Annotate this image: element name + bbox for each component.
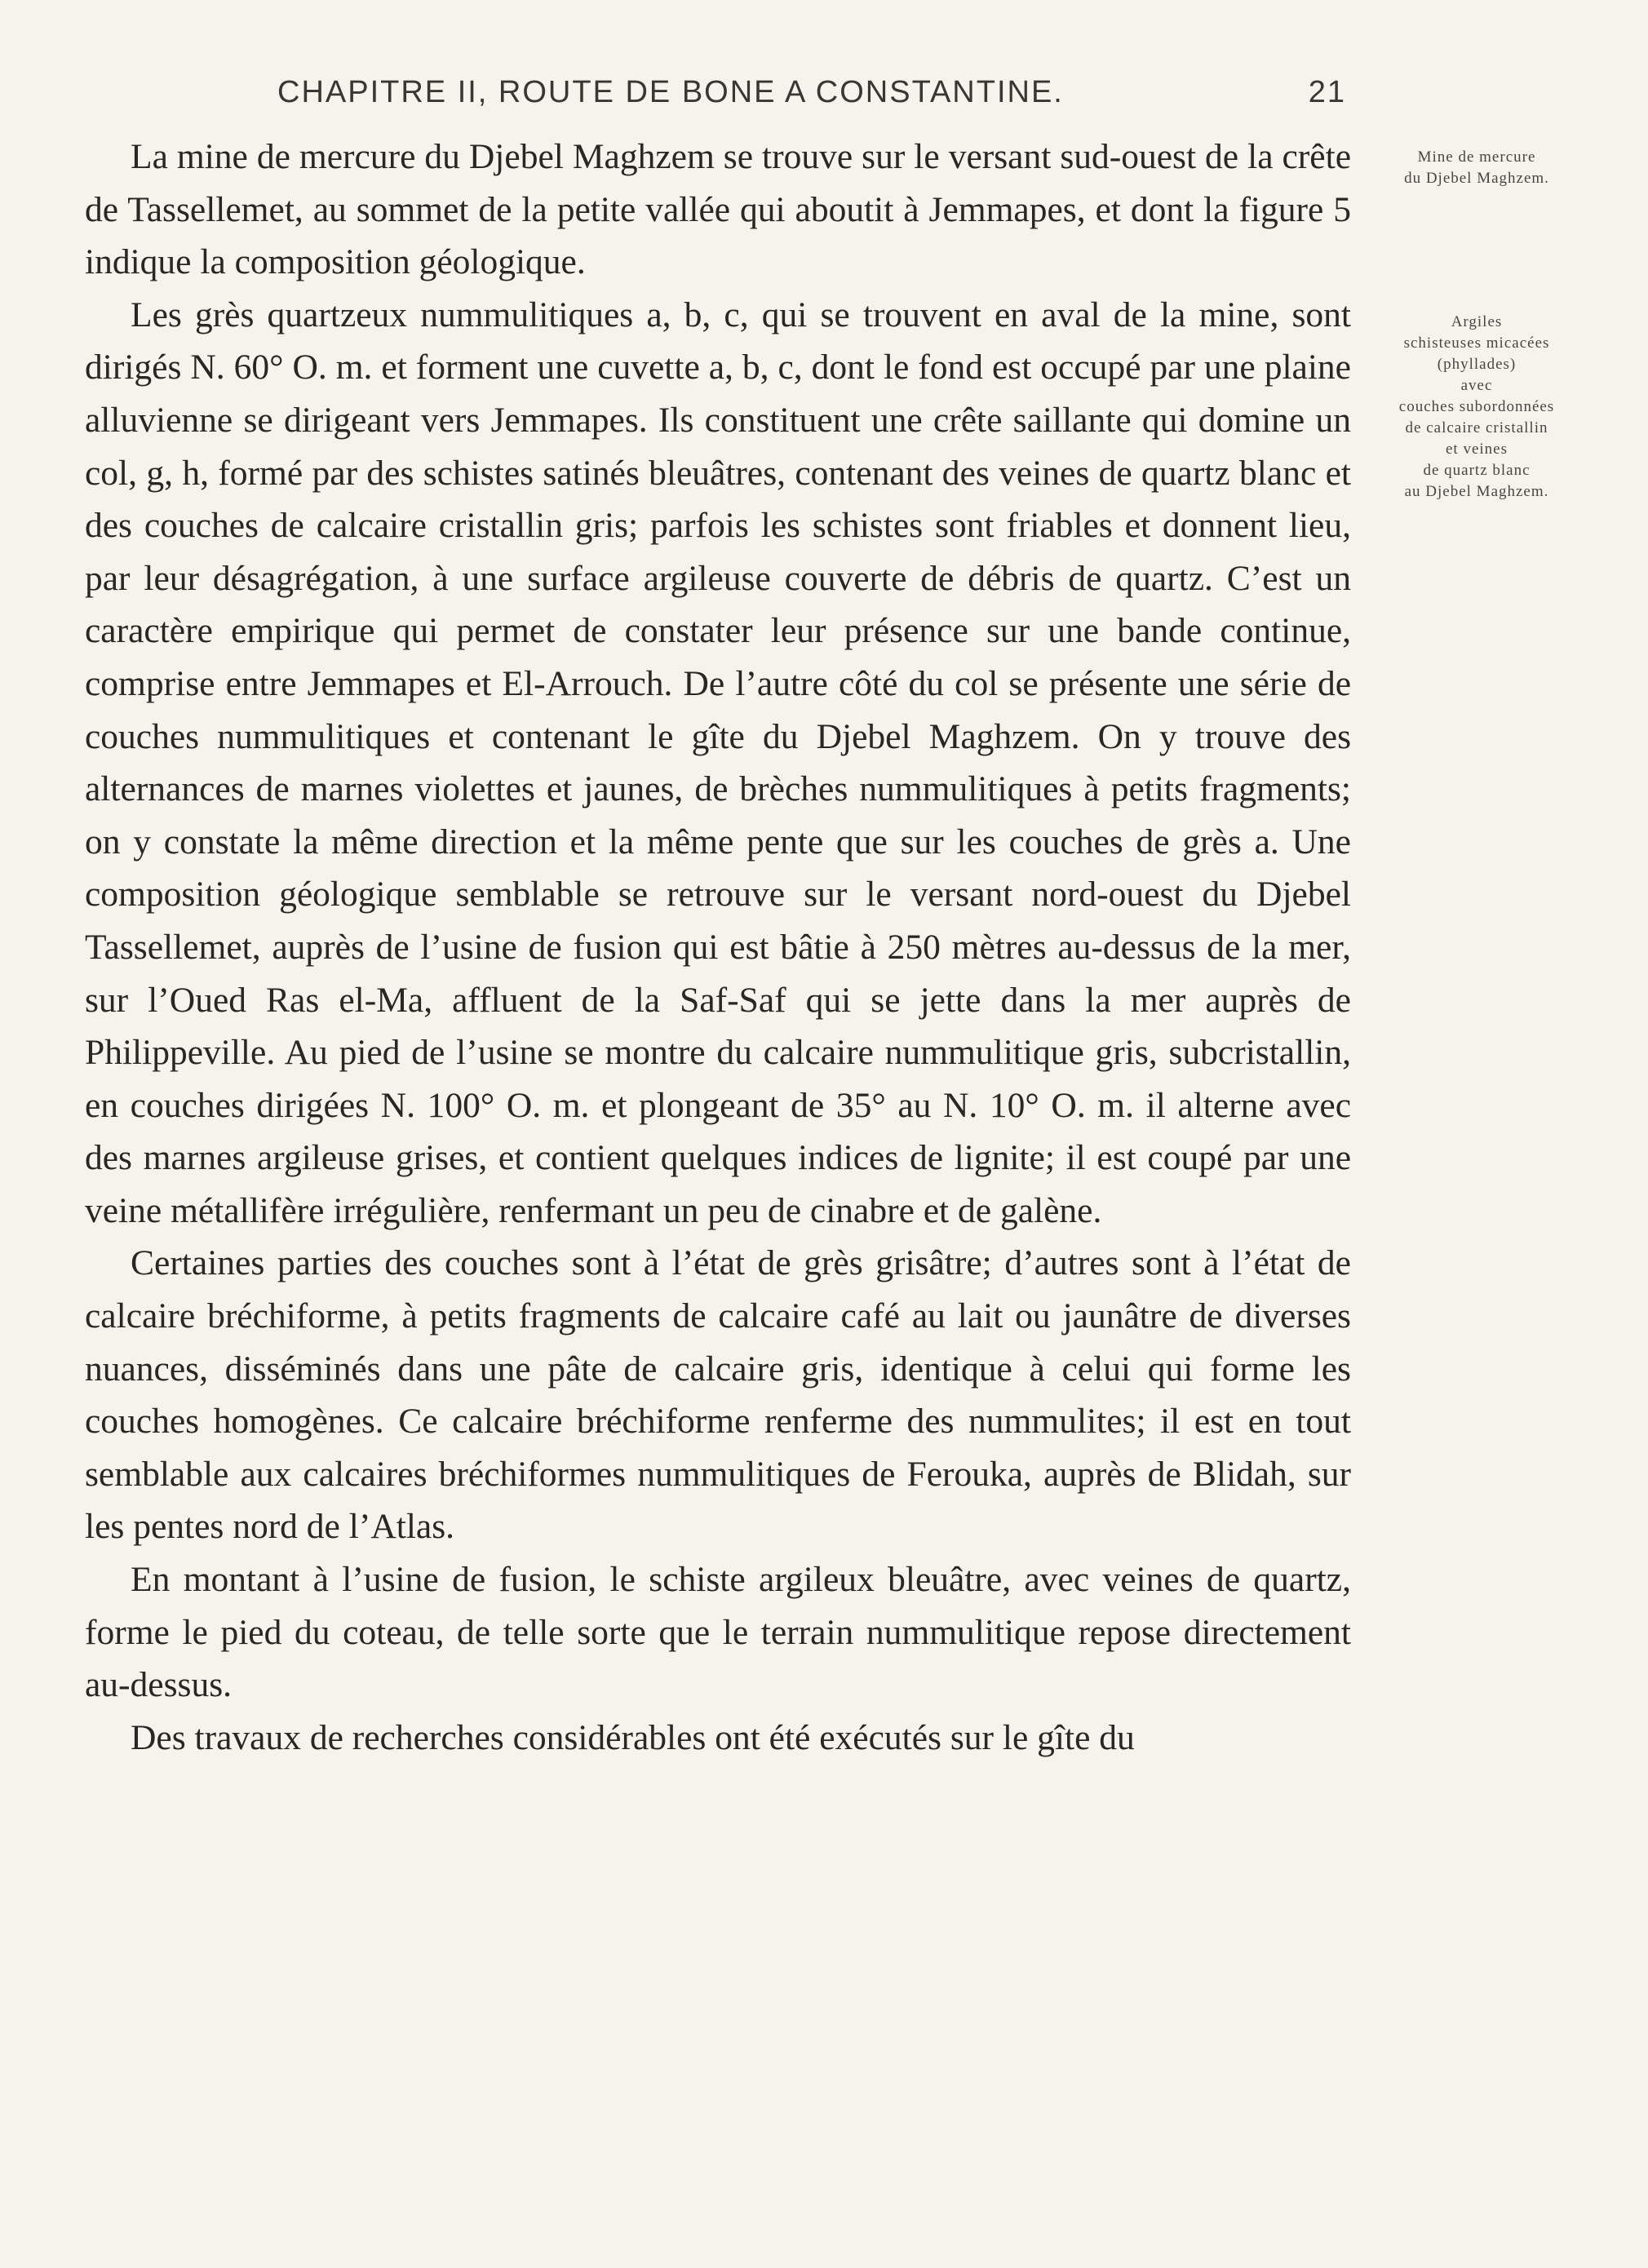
paragraph-1: La mine de mercure du Djebel Maghzem se trouve sur le versant sud-ouest de la crête de Tassellemet, au sommet de la petite vallée qui aboutit à Jemmapes, et dont la figure 5 indique la composition géologique. [85,137,1351,282]
margin-note-line: schisteuses micacées [1403,334,1550,352]
main-text [85,131,1351,1764]
margin-note-line: Argiles [1451,313,1503,330]
margin-note-line: de quartz blanc [1423,462,1531,479]
paragraph-5: Des travaux de recherches considérables ont été exécutés sur le gîte du [131,1717,1135,1757]
margin-note-mine [1379,147,1575,189]
running-head [277,75,1346,124]
chapter-title: CHAPITRE II, ROUTE DE BONE A CONSTANTINE. [277,75,1064,109]
margin-note-line: (phyllades) [1437,356,1517,373]
margin-note-line: au Djebel Maghzem. [1404,483,1549,500]
paragraph-2: Les grès quartzeux nummulitiques a, b, c, qui se trouvent en aval de la mine, sont dirigés N. 60° O. m. et forment une cuvette a, b, c, dont le fond est occupé par une plaine alluvienne se dirigeant vers Jemmapes. Ils constituent une crête saillante qui domine un col, g, h, formé par des schistes satinés bleuâtres, contenant des veines de quartz blanc et des couches de calcaire cristallin gris; parfois les schistes sont friables et donnent lieu, par leur désagrégation, à une surface argileuse couverte de débris de quartz. C’est un caractère empirique qui permet de constater leur présence sur une bande continue, comprise entre Jemmapes et El-Arrouch. De l’autre côté du col se présente une série de couches nummulitiques et contenant le gîte du Djebel Maghzem. On y trouve des alternances de marnes violettes et jaunes, de brèches nummulitiques à petits fragments; on y constate la même direction et la même pente que sur les couches de grès a. Une composition géologique semblable se retrouve sur le versant nord-ouest du Djebel Tassellemet, auprès de l’usine de fusion qui est bâtie à 250 mètres au-dessus de la mer, sur l’Oued Ras el-Ma, affluent de la Saf-Saf qui se jette dans la mer auprès de Philippeville. Au pied de l’usine se montre du calcaire nummulitique gris, subcristallin, en couches dirigées N. 100° O. m. et plongeant de 35° au N. 10° O. m. il alterne avec des marnes argileuse grises, et contient quelques indices de lignite; il est coupé par une veine métallifère irrégulière, renfermant un peu de cinabre et de galène. [85,295,1351,1230]
margin-note-line: avec [1460,377,1493,394]
margin-note-line: du Djebel Maghzem. [1404,170,1549,187]
margin-note-line: couches subordonnées [1398,398,1555,415]
paragraph-4: En montant à l’usine de fusion, le schiste argileux bleuâtre, avec veines de quartz, forme le pied du coteau, de telle sorte que le terrain nummulitique repose directement au-dessus. [85,1560,1351,1705]
margin-note-line: et veines [1445,441,1508,458]
paragraph-3: Certaines parties des couches sont à l’état de grès grisâtre; d’autres sont à l’état de calcaire bréchiforme, à petits fragments de calcaire café au lait ou jaunâtre de diverses nuances, disséminés dans une pâte de calcaire gris, identique à celui qui forme les couches homogènes. Ce calcaire bréchiforme renferme des nummulites; il est en tout semblable aux calcaires bréchiformes nummulitiques de Ferouka, auprès de Blidah, sur les pentes nord de l’Atlas. [85,1243,1351,1547]
margin-note-argiles [1379,312,1575,503]
page-number: 21 [1308,75,1346,109]
margin-note-line: de calcaire cristallin [1405,419,1548,436]
margin-note-line: Mine de mercure [1417,148,1536,166]
